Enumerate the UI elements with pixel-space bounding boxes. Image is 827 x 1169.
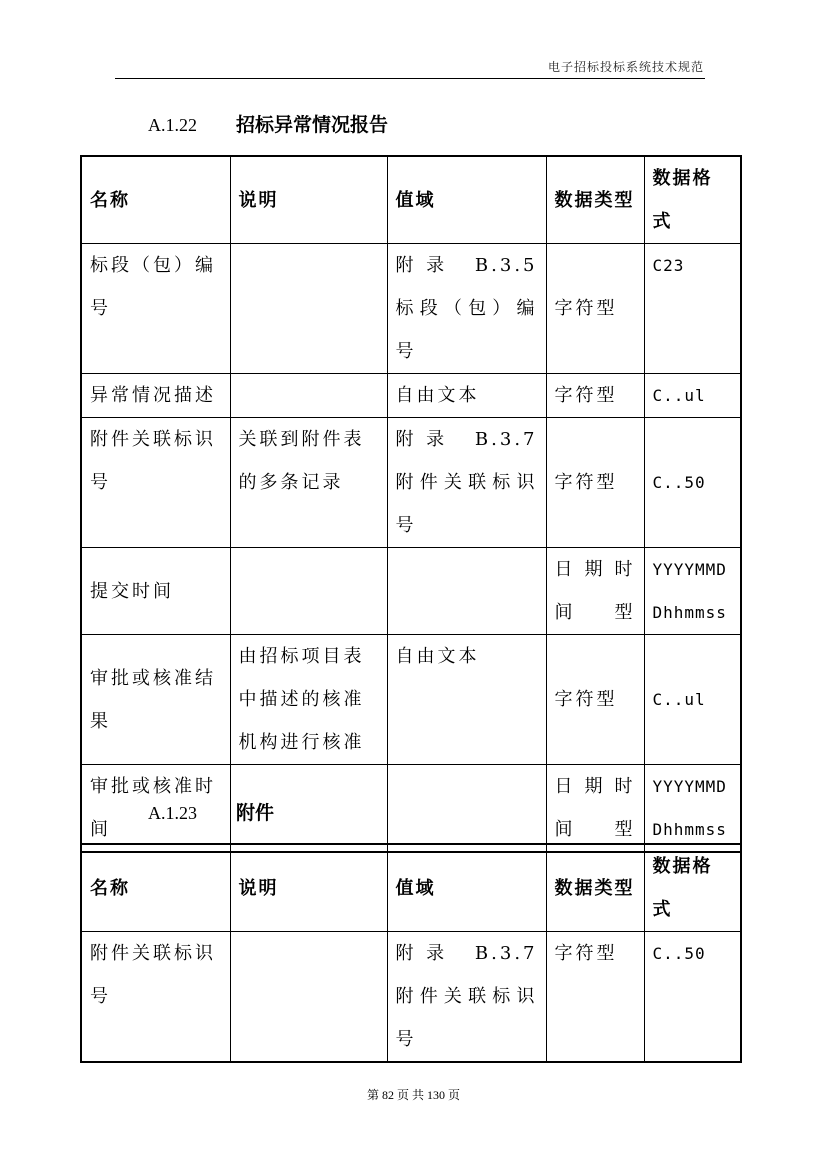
col-header-format: 数据格式 <box>644 844 741 932</box>
col-header-desc: 说明 <box>230 156 387 244</box>
cell-format: C23 <box>644 244 741 374</box>
cell-type: 日期时间型 <box>546 548 644 635</box>
cell-type: 字符型 <box>546 244 644 374</box>
cell-name: 附件关联标识号 <box>81 418 230 548</box>
cell-type: 字符型 <box>546 418 644 548</box>
cell-format: YYYYMMDDhhmmss <box>644 765 741 853</box>
cell-format: C..50 <box>644 418 741 548</box>
section-heading-a1-22 <box>148 110 388 137</box>
page-number: 第 82 页 共 130 页 <box>366 1088 460 1102</box>
col-header-format: 数据格式 <box>644 156 741 244</box>
cell-desc: 关联到附件表的多条记录 <box>230 418 387 548</box>
table-row <box>81 418 741 548</box>
section-number: A.1.23 <box>148 803 197 823</box>
cell-desc: 由招标项目表中描述的核准机构进行核准 <box>230 635 387 765</box>
cell-range: 自由文本 <box>387 635 546 765</box>
table-header-row <box>81 844 741 932</box>
table-row <box>81 244 741 374</box>
cell-desc <box>230 374 387 418</box>
section-title: 附件 <box>236 802 275 824</box>
cell-name: 标段（包）编号 <box>81 244 230 374</box>
cell-type: 字符型 <box>546 932 644 1063</box>
header-rule <box>115 78 705 79</box>
cell-type: 字符型 <box>546 635 644 765</box>
col-header-range: 值域 <box>387 844 546 932</box>
table-header-row <box>81 156 741 244</box>
cell-format: C..ul <box>644 635 741 765</box>
cell-desc <box>230 548 387 635</box>
cell-format: C..ul <box>644 374 741 418</box>
col-header-name: 名称 <box>81 844 230 932</box>
cell-name: 审批或核准时间 <box>81 765 230 853</box>
cell-name: 附件关联标识号 <box>81 932 230 1063</box>
cell-type: 字符型 <box>546 374 644 418</box>
section-title: 招标异常情况报告 <box>236 114 389 136</box>
col-header-range: 值域 <box>387 156 546 244</box>
cell-name: 异常情况描述 <box>81 374 230 418</box>
running-header: 电子招标投标系统技术规范 <box>547 60 704 74</box>
table-row <box>81 548 741 635</box>
table-row <box>81 635 741 765</box>
col-header-desc: 说明 <box>230 844 387 932</box>
col-header-type: 数据类型 <box>546 156 644 244</box>
section-number: A.1.22 <box>148 115 197 135</box>
cell-format: YYYYMMDDhhmmss <box>644 548 741 635</box>
abnormal-report-table <box>80 155 742 853</box>
table-row <box>81 932 741 1063</box>
cell-range: 自由文本 <box>387 374 546 418</box>
cell-format: C..50 <box>644 932 741 1063</box>
section-heading-a1-23 <box>148 798 274 825</box>
attachment-table <box>80 843 742 1063</box>
col-header-type: 数据类型 <box>546 844 644 932</box>
cell-desc <box>230 932 387 1063</box>
table-row <box>81 374 741 418</box>
cell-name: 审批或核准结果 <box>81 635 230 765</box>
cell-desc <box>230 244 387 374</box>
cell-range <box>387 765 546 853</box>
col-header-name: 名称 <box>81 156 230 244</box>
cell-type: 日期时间型 <box>546 765 644 853</box>
cell-range: 附录 B.3.5 标段（包）编号 <box>387 244 546 374</box>
cell-range: 附录 B.3.7 附件关联标识号 <box>387 418 546 548</box>
cell-range: 附录 B.3.7 附件关联标识号 <box>387 932 546 1063</box>
cell-range <box>387 548 546 635</box>
cell-name: 提交时间 <box>81 548 230 635</box>
